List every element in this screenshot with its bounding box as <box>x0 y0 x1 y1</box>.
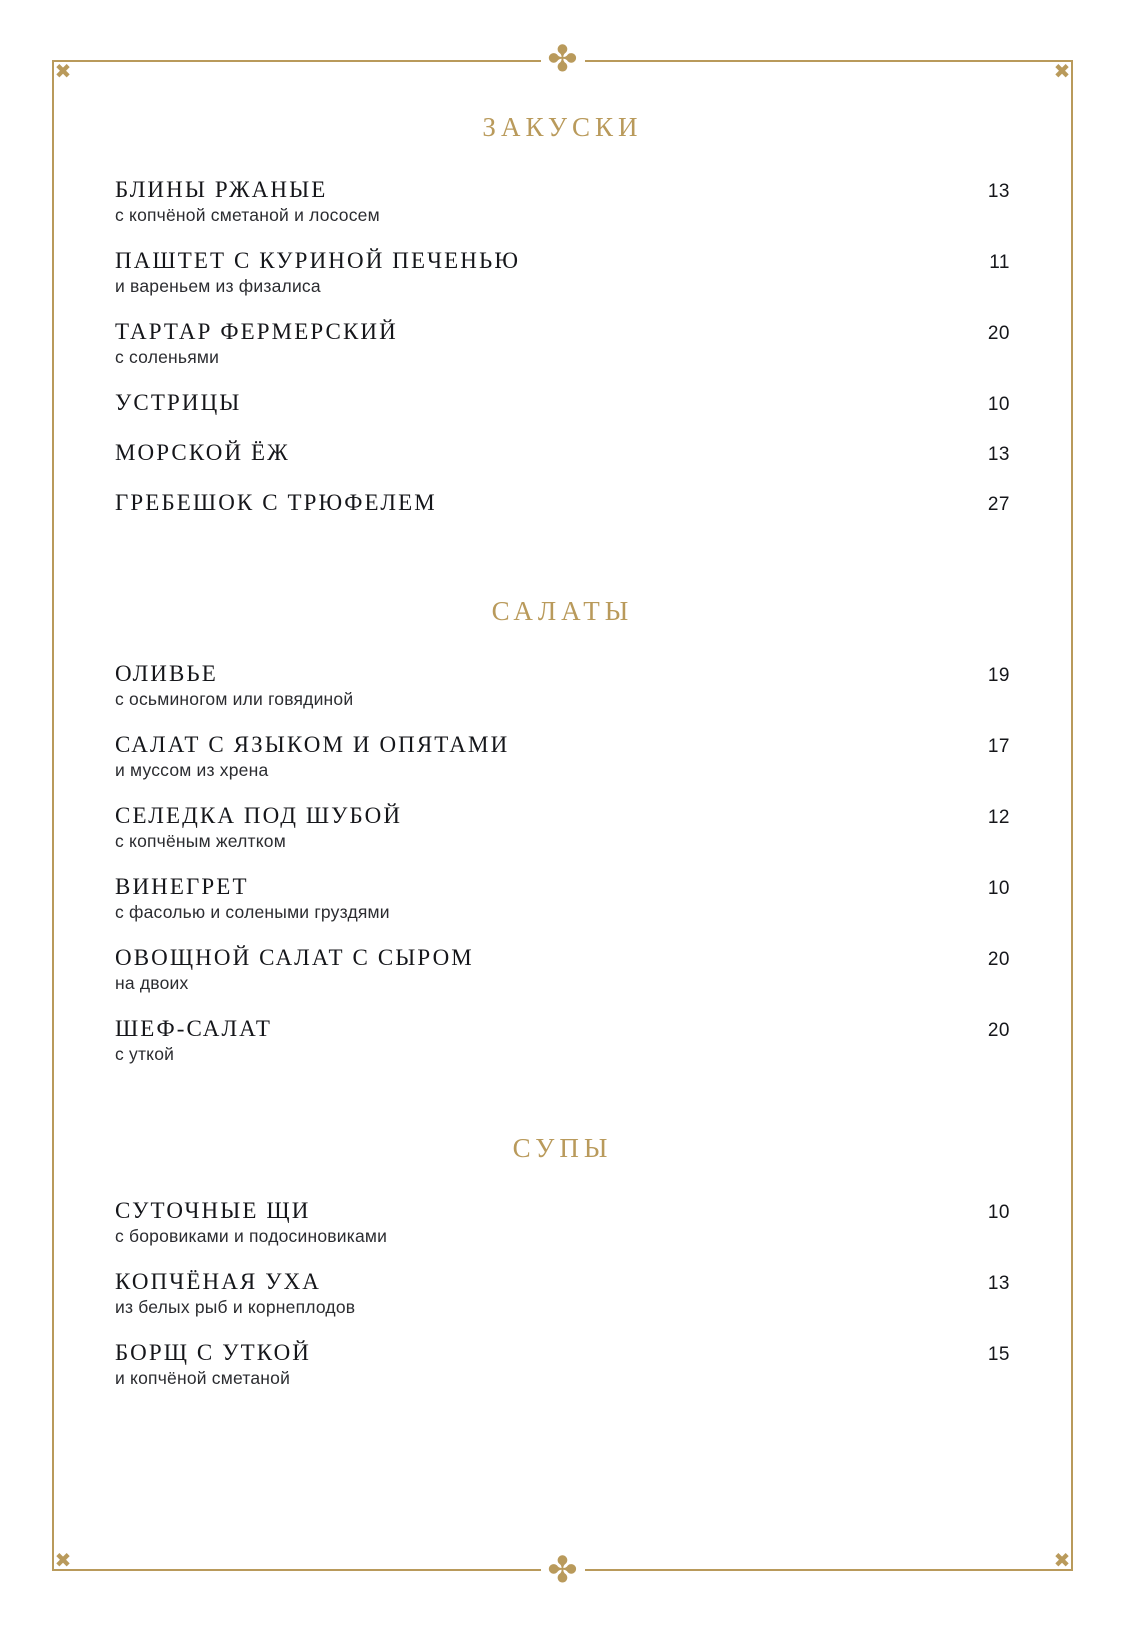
menu-item-price: 20 <box>987 323 1010 344</box>
menu-item-description: с копчёной сметаной и лососем <box>115 205 380 225</box>
menu-item-name: ПАШТЕТ С КУРИНОЙ ПЕЧЕНЬЮ <box>115 248 521 273</box>
menu-item-price: 10 <box>987 1202 1010 1223</box>
corner-ornament-icon: ✖ <box>1053 59 1071 83</box>
menu-item-name: СЕЛЕДКА ПОД ШУБОЙ <box>115 803 403 828</box>
menu-item-name: УСТРИЦЫ <box>115 390 242 415</box>
menu-item <box>115 661 1010 710</box>
menu-item <box>115 1198 1010 1247</box>
menu-item-price: 20 <box>987 949 1010 970</box>
section-spacer <box>115 540 1010 596</box>
menu-item-list <box>115 661 1010 1065</box>
menu-item-row <box>115 1016 1010 1042</box>
menu-item-name: САЛАТ С ЯЗЫКОМ И ОПЯТАМИ <box>115 732 510 757</box>
menu-item-description: на двоих <box>115 973 189 993</box>
menu-item-name: СУТОЧНЫЕ ЩИ <box>115 1198 311 1223</box>
menu-item <box>115 1269 1010 1318</box>
menu-item-row <box>115 390 1010 416</box>
menu-item-name: БОРЩ С УТКОЙ <box>115 1340 312 1365</box>
menu-item-price: 13 <box>987 181 1010 202</box>
menu-item <box>115 177 1010 226</box>
corner-ornament-icon: ✖ <box>54 1548 72 1572</box>
menu-item-row <box>115 874 1010 900</box>
menu-item-description: с копчёным желтком <box>115 831 286 851</box>
top-ornament-icon: ✤ <box>541 38 585 82</box>
menu-item-row <box>115 1198 1010 1224</box>
menu-item-name: ТАРТАР ФЕРМЕРСКИЙ <box>115 319 398 344</box>
menu-item-price: 27 <box>987 494 1010 515</box>
menu-item-price: 10 <box>987 394 1010 415</box>
section-title: СУПЫ <box>512 1133 613 1163</box>
menu-item-price: 12 <box>987 807 1010 828</box>
menu-item-name: ОВОЩНОЙ САЛАТ С СЫРОМ <box>115 945 474 970</box>
menu-item <box>115 248 1010 297</box>
menu-item-description: с боровиками и подосиновиками <box>115 1226 388 1246</box>
menu-item-price: 17 <box>987 736 1010 757</box>
menu-item-row <box>115 490 1010 516</box>
menu-item-row <box>115 732 1010 758</box>
menu-item-row <box>115 177 1010 203</box>
menu-item <box>115 945 1010 994</box>
menu-item-price: 15 <box>987 1344 1010 1365</box>
menu-sections <box>115 112 1010 1389</box>
menu-item-description: и копчёной сметаной <box>115 1368 291 1388</box>
menu-item-name: ВИНЕГРЕТ <box>115 874 249 899</box>
menu-item-price: 10 <box>987 878 1010 899</box>
menu-item-price: 13 <box>987 444 1010 465</box>
menu-item-list <box>115 177 1010 516</box>
menu-section <box>115 596 1010 1065</box>
menu-item <box>115 1016 1010 1065</box>
menu-item-name: ГРЕБЕШОК С ТРЮФЕЛЕМ <box>115 490 437 515</box>
menu-item-row <box>115 248 1010 274</box>
section-spacer <box>115 1087 1010 1133</box>
menu-item-row <box>115 1269 1010 1295</box>
menu-item <box>115 874 1010 923</box>
menu-item-list <box>115 1198 1010 1389</box>
menu-item <box>115 319 1010 368</box>
menu-section <box>115 1133 1010 1389</box>
menu-item-name: ОЛИВЬЕ <box>115 661 218 686</box>
corner-ornament-icon: ✖ <box>1053 1548 1071 1572</box>
menu-item-price: 13 <box>987 1273 1010 1294</box>
bottom-ornament-icon: ✤ <box>541 1549 585 1593</box>
menu-item <box>115 390 1010 416</box>
corner-ornament-icon: ✖ <box>54 59 72 83</box>
menu-item-price: 20 <box>987 1020 1010 1041</box>
menu-item-description: с уткой <box>115 1044 175 1064</box>
menu-item-row <box>115 945 1010 971</box>
menu-item-row <box>115 1340 1010 1366</box>
menu-item-name: БЛИНЫ РЖАНЫЕ <box>115 177 328 202</box>
menu-item-price: 11 <box>989 252 1010 273</box>
menu-item <box>115 1340 1010 1389</box>
section-title: САЛАТЫ <box>491 596 634 626</box>
menu-item-row <box>115 661 1010 687</box>
menu-item-description: и вареньем из физалиса <box>115 276 321 296</box>
menu-item-price: 19 <box>987 665 1010 686</box>
menu-item-description: и муссом из хрена <box>115 760 269 780</box>
menu-item <box>115 803 1010 852</box>
menu-item-row <box>115 803 1010 829</box>
menu-section <box>115 112 1010 516</box>
menu-item-name: МОРСКОЙ ЁЖ <box>115 440 290 465</box>
menu-item-description: с осьминогом или говядиной <box>115 689 354 709</box>
menu-item-name: ШЕФ-САЛАТ <box>115 1016 273 1041</box>
menu-item <box>115 732 1010 781</box>
menu-item <box>115 440 1010 466</box>
menu-item-row <box>115 440 1010 466</box>
menu-item-description: из белых рыб и корнеплодов <box>115 1297 356 1317</box>
menu-item <box>115 490 1010 516</box>
section-title: ЗАКУСКИ <box>482 112 643 142</box>
menu-item-row <box>115 319 1010 345</box>
menu-content <box>115 112 1010 1411</box>
menu-item-name: КОПЧЁНАЯ УХА <box>115 1269 321 1294</box>
menu-item-description: с фасолью и солеными груздями <box>115 902 390 922</box>
menu-item-description: с соленьями <box>115 347 220 367</box>
